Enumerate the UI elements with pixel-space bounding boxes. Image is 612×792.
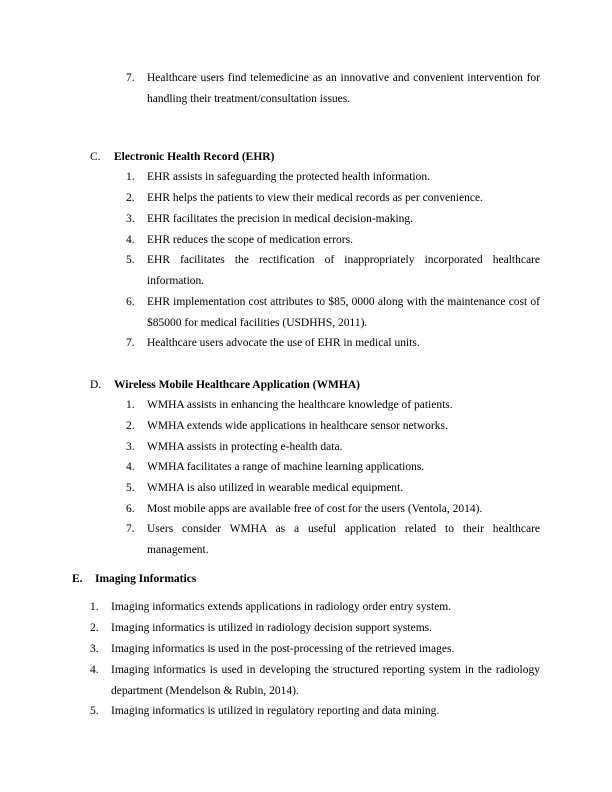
list-number: 5. bbox=[126, 482, 135, 494]
list-item bbox=[90, 660, 540, 702]
section-letter: D. bbox=[90, 379, 102, 391]
list-item bbox=[126, 292, 540, 334]
list-text: Imaging informatics is utilized in regulatory reporting and data mining. bbox=[111, 705, 440, 717]
list-text: WMHA extends wide applications in healthcare sensor networks. bbox=[147, 420, 448, 432]
list-number: 3. bbox=[126, 213, 135, 225]
list-item bbox=[90, 639, 540, 660]
list-text: WMHA facilitates a range of machine learning applications. bbox=[147, 461, 425, 473]
list-number: 1. bbox=[126, 399, 135, 411]
list-text: Imaging informatics is used in developing the structured reporting system in the radiology department (Mendelson & Rubin, 2014). bbox=[111, 664, 540, 697]
list-text: WMHA assists in protecting e-health data. bbox=[147, 441, 343, 453]
list-item bbox=[126, 209, 540, 230]
list-number: 5. bbox=[126, 254, 135, 266]
list-item bbox=[90, 701, 540, 722]
list-item bbox=[126, 457, 540, 478]
list-number: 3. bbox=[126, 441, 135, 453]
list-text: Users consider WMHA as a useful application related to their healthcare management. bbox=[147, 523, 540, 556]
list-item bbox=[126, 519, 540, 561]
list-text: Imaging informatics extends applications in radiology order entry system. bbox=[111, 601, 452, 613]
section-letter: E. bbox=[72, 573, 83, 585]
list-number: 4. bbox=[126, 461, 135, 473]
list-text: EHR facilitates the precision in medical decision-making. bbox=[147, 213, 414, 225]
list-item bbox=[126, 188, 540, 209]
list-item bbox=[126, 230, 540, 251]
list-number: 3. bbox=[90, 643, 99, 655]
list-number: 1. bbox=[90, 601, 99, 613]
list-text: Most mobile apps are available free of cost for the users (Ventola, 2014). bbox=[147, 503, 483, 515]
list-text: Healthcare users find telemedicine as an innovative and convenient intervention for handling their treatment/consultation issues. bbox=[147, 72, 540, 105]
section-title: Imaging Informatics bbox=[95, 573, 197, 585]
list-number: 1. bbox=[126, 171, 135, 183]
list-item bbox=[126, 167, 540, 188]
list-number: 6. bbox=[126, 296, 135, 308]
list-number: 7. bbox=[126, 337, 135, 349]
section-title: Electronic Health Record (EHR) bbox=[114, 151, 275, 163]
list-text: EHR reduces the scope of medication errors. bbox=[147, 234, 353, 246]
list-text: Imaging informatics is utilized in radiology decision support systems. bbox=[111, 622, 432, 634]
list-number: 7. bbox=[126, 523, 135, 535]
section-letter: C. bbox=[90, 151, 101, 163]
list-number: 2. bbox=[126, 420, 135, 432]
list-text: WMHA is also utilized in wearable medical equipment. bbox=[147, 482, 404, 494]
list-item bbox=[126, 250, 540, 292]
list-text: WMHA assists in enhancing the healthcare knowledge of patients. bbox=[147, 399, 453, 411]
list-text: Imaging informatics is used in the post-processing of the retrieved images. bbox=[111, 643, 455, 655]
list-item bbox=[126, 437, 540, 458]
list-text: Healthcare users advocate the use of EHR in medical units. bbox=[147, 337, 420, 349]
list-item bbox=[126, 68, 540, 110]
list-item bbox=[126, 395, 540, 416]
list-item bbox=[90, 597, 540, 618]
list-item bbox=[90, 618, 540, 639]
list-number: 2. bbox=[90, 622, 99, 634]
list-number: 4. bbox=[90, 664, 99, 676]
section-title: Wireless Mobile Healthcare Application (WMHA) bbox=[114, 379, 360, 391]
list-text: EHR assists in safeguarding the protected health information. bbox=[147, 171, 430, 183]
list-number: 4. bbox=[126, 234, 135, 246]
list-number: 2. bbox=[126, 192, 135, 204]
list-item bbox=[126, 478, 540, 499]
list-item bbox=[126, 333, 540, 354]
list-text: EHR helps the patients to view their medical records as per convenience. bbox=[147, 192, 483, 204]
list-item bbox=[126, 416, 540, 437]
list-number: 7. bbox=[126, 72, 135, 84]
list-item bbox=[126, 499, 540, 520]
list-number: 6. bbox=[126, 503, 135, 515]
list-text: EHR facilitates the rectification of inappropriately incorporated healthcare information. bbox=[147, 254, 540, 287]
list-text: EHR implementation cost attributes to $85, 0000 along with the maintenance cost of $85000 for medical facilities (USDHHS, 2011). bbox=[147, 296, 540, 329]
list-number: 5. bbox=[90, 705, 99, 717]
